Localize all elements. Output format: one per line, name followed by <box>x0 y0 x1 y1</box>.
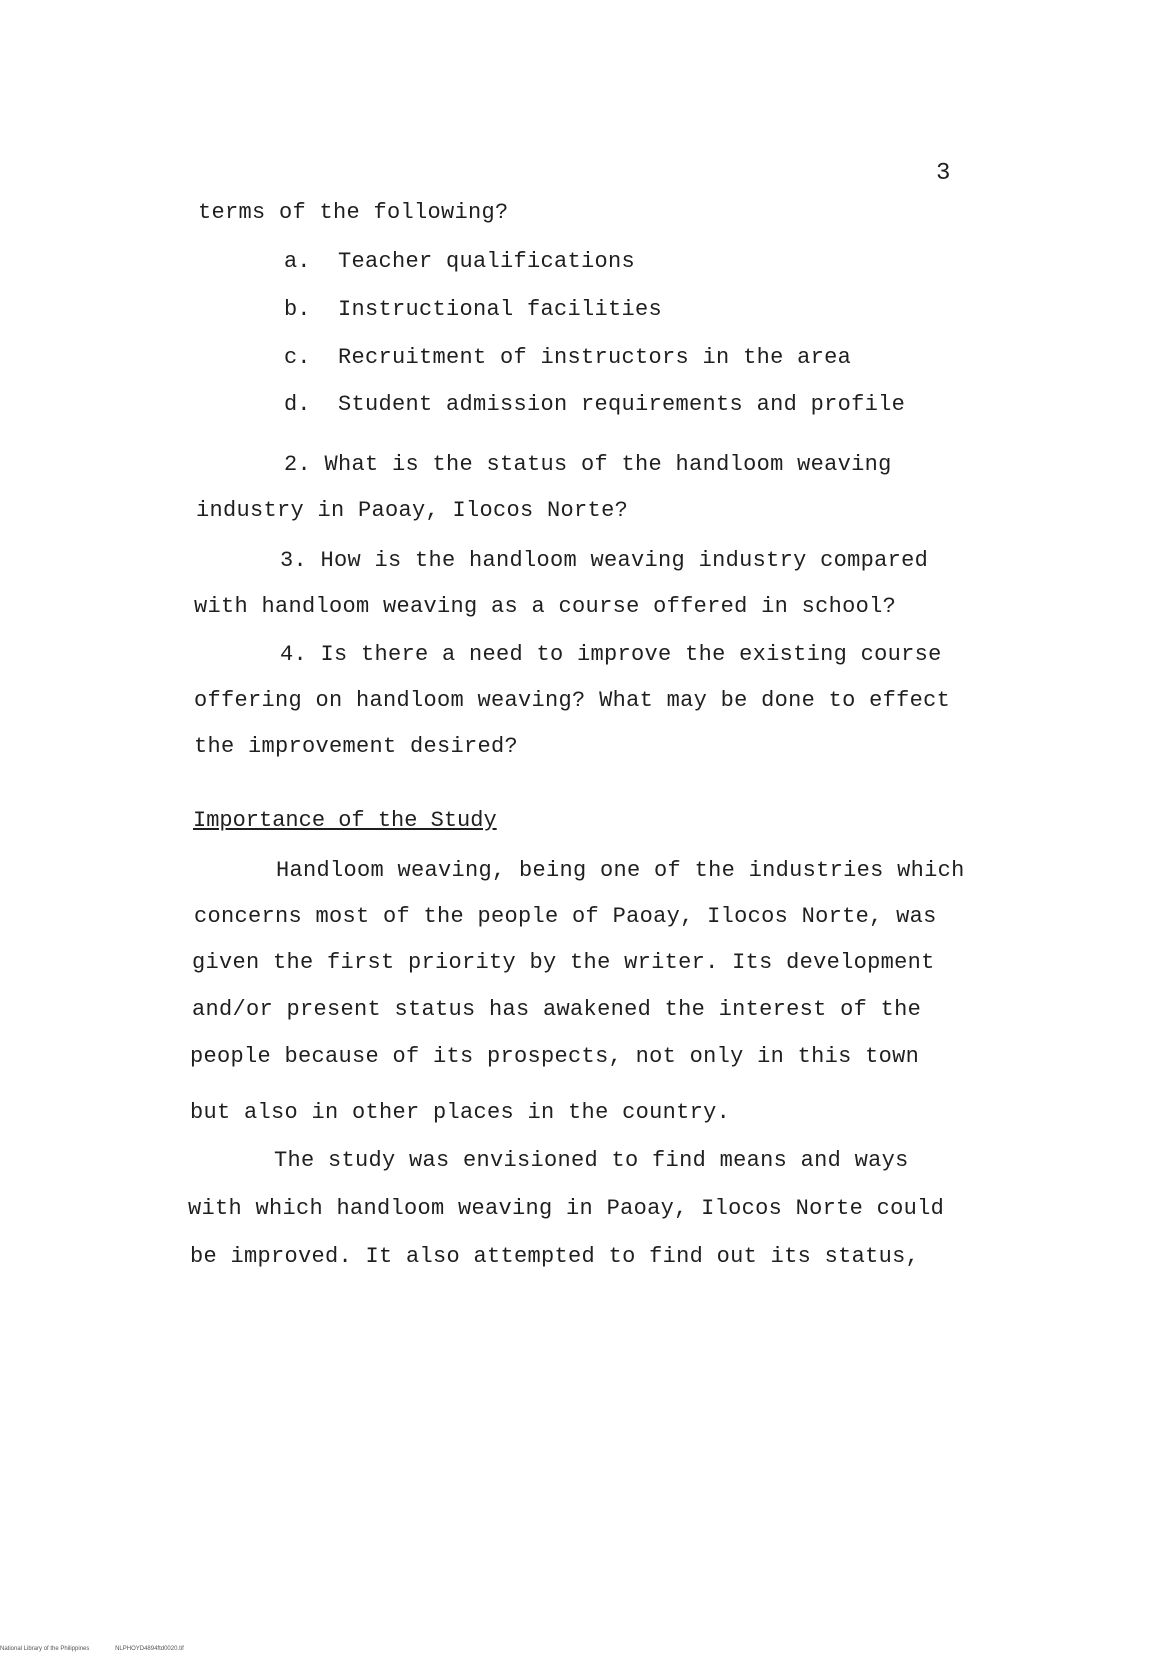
list-item-letter: c. <box>284 345 311 370</box>
paragraph-line: people because of its prospects, not only in this town <box>190 1044 920 1069</box>
scan-footer <box>0 1646 208 1652</box>
paragraph-line: concerns most of the people of Paoay, Ilocos Norte, was <box>194 904 937 929</box>
paragraph-line: with which handloom weaving in Paoay, Ilocos Norte could <box>188 1196 945 1221</box>
question-line: offering on handloom weaving? What may be done to effect <box>194 688 951 713</box>
paragraph-line: but also in other places in the country. <box>190 1100 731 1125</box>
list-item-text: Recruitment of instructors in the area <box>338 345 852 370</box>
question-line: the improvement desired? <box>194 734 519 759</box>
footer-file: NLPHOYD4894ftd0020.tif <box>115 1646 184 1652</box>
list-item-letter: a. <box>284 249 311 274</box>
paragraph-line: be improved. It also attempted to find out its status, <box>190 1244 920 1269</box>
page-number: 3 <box>936 160 951 187</box>
question-line: 4. Is there a need to improve the existing course <box>280 642 942 667</box>
question-line: industry in Paoay, Ilocos Norte? <box>196 498 629 523</box>
question-line: 2. What is the status of the handloom weaving <box>284 452 892 477</box>
paragraph-line: Handloom weaving, being one of the industries which <box>276 858 965 883</box>
footer-library: National Library of the Philippines <box>0 1646 90 1652</box>
paragraph-line: and/or present status has awakened the interest of the <box>192 997 922 1022</box>
list-item-text: Instructional facilities <box>338 297 663 322</box>
paragraph-line: given the first priority by the writer. Its development <box>192 950 935 975</box>
list-item-text: Teacher qualifications <box>338 249 636 274</box>
list-item-letter: b. <box>284 297 311 322</box>
list-item-text: Student admission requirements and profile <box>338 392 906 417</box>
paragraph-line: The study was envisioned to find means and ways <box>274 1148 909 1173</box>
section-heading: Importance of the Study <box>193 808 497 833</box>
question-line: 3. How is the handloom weaving industry compared <box>280 548 929 573</box>
list-item-letter: d. <box>284 392 311 417</box>
question-line: with handloom weaving as a course offered in school? <box>194 594 897 619</box>
intro-line: terms of the following? <box>198 200 509 225</box>
